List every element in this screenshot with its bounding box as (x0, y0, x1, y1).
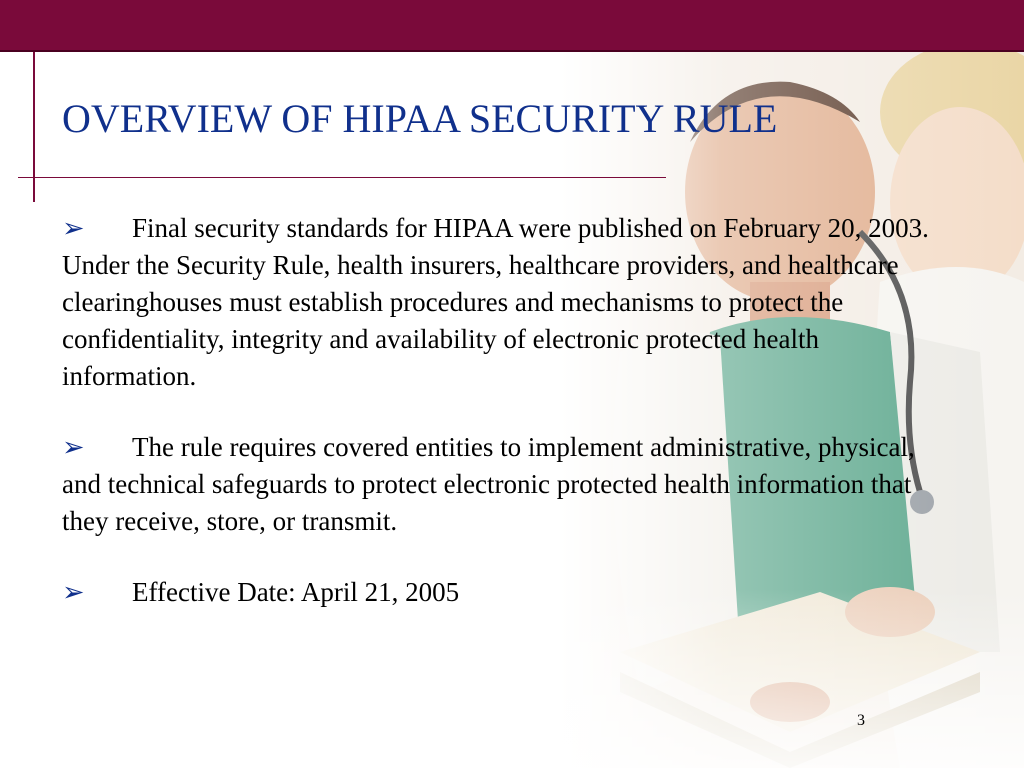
title-underline (18, 177, 666, 178)
bullet-text: The rule requires covered entities to implement administrative, physical, and technical safeguards to protect electronic protected health information that they receive, store, or transmit. (62, 432, 915, 536)
bullet-text: Final security standards for HIPAA were published on February 20, 2003. Under the Security Rule, health insurers, healthcare providers, and healthcare clearinghouses must establish procedures and mechanisms to protect the confidentiality, integrity and availability of electronic protected health information. (62, 213, 929, 391)
bullet-text: Effective Date: April 21, 2005 (132, 577, 460, 607)
bullet-item (62, 429, 942, 540)
bullet-item (62, 574, 942, 611)
arrow-bullet-icon: ➢ (62, 577, 85, 607)
page-number: 3 (857, 712, 865, 729)
top-banner (0, 0, 1024, 52)
bullet-item (62, 210, 942, 395)
slide-title: OVERVIEW OF HIPAA SECURITY RULE (62, 96, 778, 141)
vertical-rule (33, 52, 35, 202)
arrow-bullet-icon: ➢ (62, 213, 85, 243)
arrow-bullet-icon: ➢ (62, 432, 85, 462)
bullet-list (62, 210, 942, 611)
